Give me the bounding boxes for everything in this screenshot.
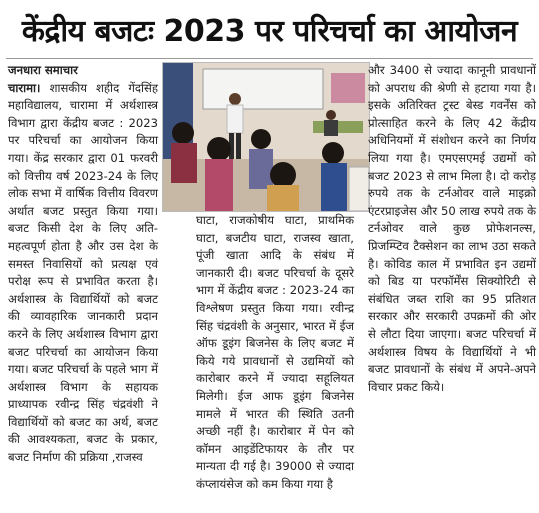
column-3-text: और 3400 से ज्यादा कानूनी प्रावधानों को अपराध की श्रेणी से हटाया गया है। इसके अतिरिक्त ट्रस्ट बेस्ड गवर्नेंस को प्रोत्साहित करने के लिए 42 केंद्रीय अधिनियमों में संशोधन करने का निर्णय लिया गया है। एमएसएमई उद्यमों को बजट 2023 से लाभ मिला है। दो करोड़ रुपये तक के टर्नओवर वाले माइक्रो एंटरप्राइजेस और 50 लाख रुपये तक के टर्नओवर वाले कुछ प्रोफेशनल्स, प्रिजम्प्टिव टैक्सेशन का लाभ उठा सकते है। कोविड काल में प्रभावित इन उद्यमों को बिड या परफॉर्मेंस सिक्योरिटी से संबंधित जब्त राशि का 95 प्रतिशत सरकार और सरकारी उपक्रमों की ओर से लौटा दिया जाएगा। बजट परिचर्चा में अर्थशास्त्र विषय के विद्यार्थियों ने भी बजट प्रावधानों के संबंध में अपने-अपने विचार प्रकट किये। bbox=[368, 63, 536, 394]
article-column-1 bbox=[8, 62, 158, 467]
event-photo bbox=[162, 62, 370, 212]
article-column-2 bbox=[196, 212, 354, 494]
headline: केंद्रीय बजटः 2023 पर परिचर्चा का आयोजन bbox=[21, 13, 518, 49]
byline: जनधारा समाचार bbox=[8, 63, 78, 77]
dateline: चारामा। bbox=[8, 80, 41, 95]
column-1-text: शासकीय शहीद गेंदसिंह महाविद्यालय, चारामा में अर्थशास्त्र विभाग द्वारा केंद्रीय बजट : 2023 पर परिचर्चा का आयोजन किया गया। केंद्र सरकार द्वारा 01 फरवरी को वित्तीय वर्ष 2023-24 के लिए लोक सभा में वार्षिक वित्तीय विवरण अर्थात बजट प्रस्तुत किया गया। बजट किसी देश के लिए अति-महत्वपूर्ण होता है और उस देश के समस्त निवासियों को प्रत्यक्ष एवं परोक्ष रूप से प्रभावित करता है। अर्थशास्त्र के विद्यार्थियों को बजट की व्यावहारिक जानकारी प्रदान करने के लिए अर्थशास्त्र विभाग द्वारा बजट परिचर्चा का आयोजन किया गया। बजट परिचर्चा के पहले भाग में अर्थशास्त्र विभाग के सहायक प्राध्यापक रवीन्द्र सिंह चंद्रवंशी ने विद्यार्थियों को बजट का अर्थ, बजट की आवश्यकता, बजट के प्रकार, बजट निर्माण की प्रक्रिया ,राजस्व bbox=[8, 80, 159, 465]
headline-rule bbox=[6, 58, 533, 59]
column-2-text: घाटा, राजकोषीय घाटा, प्राथमिक घाटा, बजटीय घाटा, राजस्व खाता, पूंजी खाता आदि के संबंध में जानकारी दी। बजट परिचर्चा के दूसरे भाग में केंद्रीय बजट : 2023-24 का विश्लेषण प्रस्तुत किया गया। रवीन्द्र सिंह चंद्रवंशी के अनुसार, भारत में ईज ऑफ डूइंग बिजनेस के लिए बजट में किये गये प्रावधानों से उद्यमियों को कारोबार करने में ज्यादा सहूलियत मिलेगी। ईज आफ डूइंग बिजनेस मामले में भारत की स्थिति उतनी अच्छी नहीं है। कारोबार में पेन को कॉमन आइडेंटिफायर के तौर पर मान्यता दी गई है। 39000 से ज्यादा कंप्लायंसेज को कम किया गया है bbox=[196, 213, 354, 491]
classroom-photo-illustration bbox=[163, 63, 369, 211]
photo-whiteboard bbox=[203, 69, 323, 109]
article-column-3 bbox=[368, 62, 536, 396]
photo-chair bbox=[349, 167, 369, 211]
column-1-paragraph bbox=[8, 62, 158, 467]
photo-poster bbox=[331, 73, 365, 103]
